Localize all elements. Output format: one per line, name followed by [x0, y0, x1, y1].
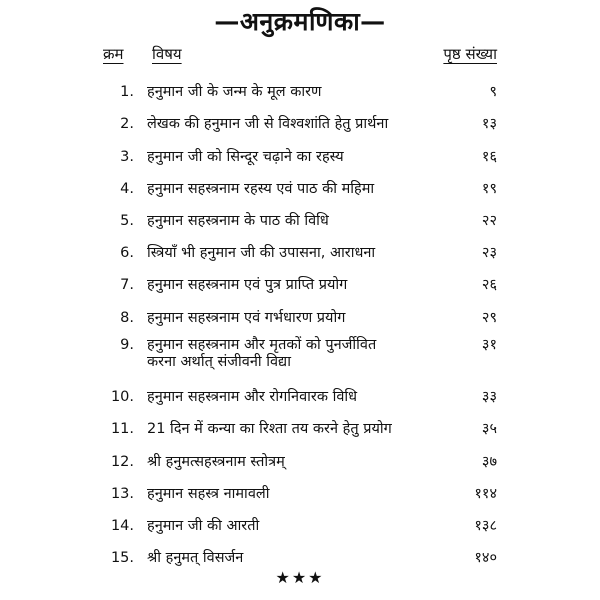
entry-subject: [147, 389, 447, 406]
entry-page-number: ३७: [481, 454, 497, 470]
entry-number: 4.: [120, 181, 134, 197]
entry-subject: [147, 310, 447, 327]
entry-number: 3.: [120, 149, 134, 165]
entry-subject: [147, 181, 447, 198]
entry-subject-line: हनुमान सहस्त्रनाम एवं गर्भधारण प्रयोग: [147, 310, 346, 326]
entry-number: 13.: [110, 486, 134, 502]
entry-number: 2.: [120, 116, 134, 132]
entry-number: 5.: [120, 213, 134, 229]
entry-page-number: ९: [489, 84, 497, 100]
entry-subject-line: श्री हनुमत् विसर्जन: [147, 550, 244, 566]
entry-number: 7.: [120, 277, 134, 293]
footer-stars: ★★★: [275, 568, 325, 587]
entry-page-number: २२: [481, 213, 497, 229]
entry-page-number: २६: [481, 277, 497, 293]
entry-subject: [147, 213, 447, 230]
entry-subject-line: हनुमान सहस्त्रनाम और मृतकों को पुनर्जीवित: [147, 337, 377, 353]
entry-number: 9.: [120, 337, 134, 353]
entry-subject-line: हनुमान सहस्त्रनाम एवं पुत्र प्राप्ति प्रयोग: [147, 277, 348, 293]
entry-number: 6.: [120, 245, 134, 261]
entry-subject-line: लेखक की हनुमान जी से विश्वशांति हेतु प्रार्थना: [147, 116, 389, 132]
entry-subject: [147, 149, 447, 166]
entry-subject-line: 21 दिन में कन्या का रिश्ता तय करने हेतु प्रयोग: [147, 421, 392, 437]
entry-subject-line: श्री हनुमत्सहस्त्रनाम स्तोत्रम्: [147, 454, 285, 470]
entry-page-number: ३३: [481, 389, 497, 405]
entry-number: 1.: [120, 84, 134, 100]
entry-number: 14.: [110, 518, 134, 534]
entry-subject: [147, 454, 447, 471]
entry-subject: [147, 550, 447, 567]
entry-subject-line: हनुमान सहस्त्रनाम और रोगनिवारक विधि: [147, 389, 358, 405]
column-header-subject: विषय: [152, 45, 182, 63]
entry-page-number: १३: [481, 116, 497, 132]
entry-subject: [147, 84, 447, 101]
entry-subject: [147, 116, 447, 133]
entry-number: 12.: [110, 454, 134, 470]
entry-page-number: ३५: [481, 421, 497, 437]
entry-number: 11.: [110, 421, 134, 437]
entry-page-number: ३१: [481, 337, 497, 353]
entry-subject-line: हनुमान जी की आरती: [147, 518, 260, 534]
entry-subject: [147, 421, 447, 438]
entry-page-number: १६: [481, 149, 497, 165]
entry-subject-line: हनुमान सहस्त्र नामावली: [147, 486, 270, 502]
page-title: —अनुक्रमणिका—: [214, 7, 386, 36]
entry-subject-line: करना अर्थात् संजीवनी विद्या: [147, 354, 291, 370]
entry-number: 8.: [120, 310, 134, 326]
entry-page-number: १९: [481, 181, 497, 197]
entry-number: 10.: [110, 389, 134, 405]
entry-subject: [147, 518, 447, 535]
entry-subject: [147, 277, 447, 294]
entry-page-number: १४०: [474, 550, 497, 566]
entry-subject: [147, 245, 447, 262]
entry-page-number: २९: [481, 310, 497, 326]
entry-subject-line: हनुमान सहस्त्रनाम के पाठ की विधि: [147, 213, 329, 229]
entry-subject: [147, 486, 447, 503]
entry-page-number: २३: [481, 245, 497, 261]
entry-subject-line: स्त्रियाँ भी हनुमान जी की उपासना, आराधना: [147, 245, 376, 261]
entry-page-number: १३८: [474, 518, 497, 534]
column-header-page-number: पृष्ठ संख्या: [443, 45, 497, 63]
entry-subject-line: हनुमान जी के जन्म के मूल कारण: [147, 84, 322, 100]
entry-page-number: ११४: [474, 486, 497, 502]
entry-subject: [147, 337, 447, 371]
entry-subject-line: हनुमान जी को सिन्दूर चढ़ाने का रहस्य: [147, 149, 344, 165]
entry-number: 15.: [110, 550, 134, 566]
column-header-serial: क्रम: [103, 45, 124, 63]
entry-subject-line: हनुमान सहस्त्रनाम रहस्य एवं पाठ की महिमा: [147, 181, 375, 197]
